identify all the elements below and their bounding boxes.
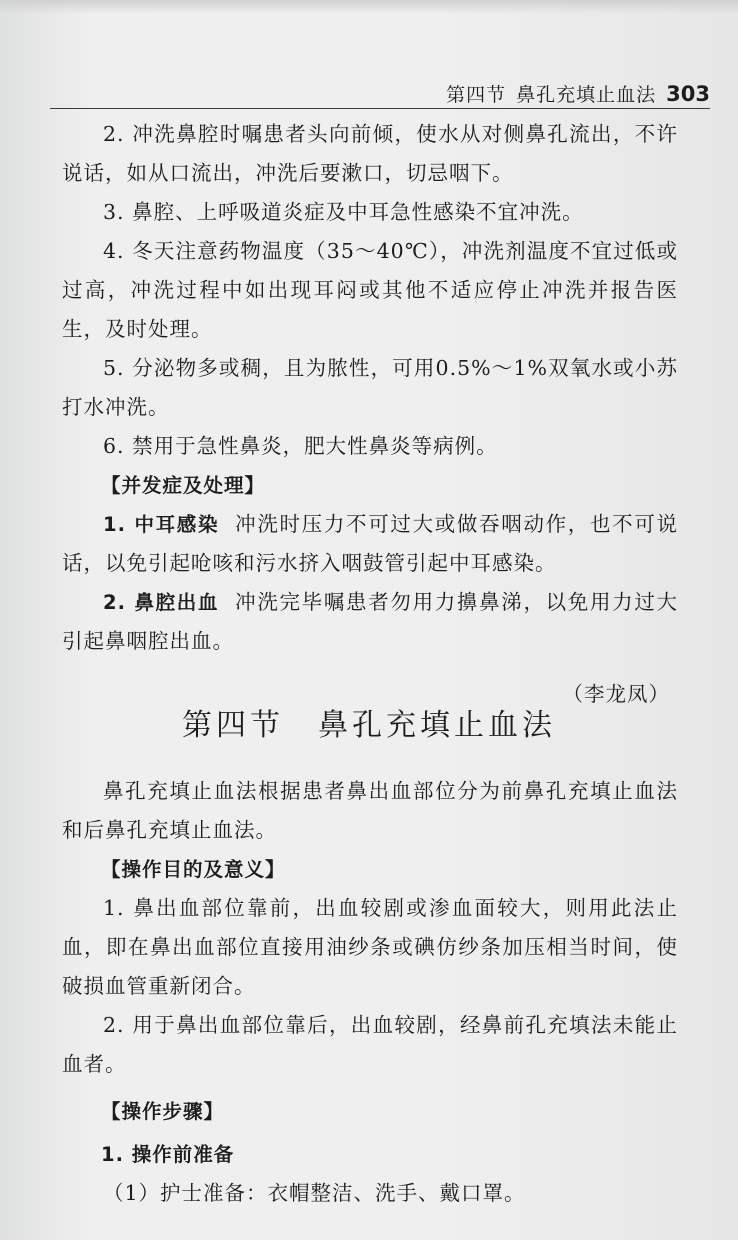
section-intro: 鼻孔充填止血法根据患者鼻出血部位分为前鼻孔充填止血法和后鼻孔充填止血法。 [62,779,678,842]
complication-term: 2. 鼻腔出血 [103,591,220,614]
complications-heading: 【并发症及处理】 [101,474,266,497]
complication-text: 冲洗完毕嘱患者勿用力擤鼻涕，以免用力过大引起鼻咽腔出血。 [62,590,679,653]
section-number: 第四节 [182,708,284,743]
complication-item [62,583,678,661]
purpose-item: 1. 鼻出血部位靠前，出血较剧或渗血面较大，则用此法止血，即在鼻出血部位直接用油纱条或碘仿纱条加压相当时间，使破损血管重新闭合。 [62,896,678,998]
running-head [446,80,710,107]
header-rule [50,108,710,109]
complication-term: 1. 中耳感染 [103,513,220,536]
steps-heading: 【操作步骤】 [101,1100,225,1123]
purpose-heading: 【操作目的及意义】 [101,858,286,881]
previous-section-text [62,115,678,714]
section-body-text [62,772,678,1213]
author-signature: （李龙凤） [562,682,670,706]
section-name: 鼻孔充填止血法 [318,708,556,743]
complication-text: 冲洗时压力不可过大或做吞咽动作，也不可说话，以免引起呛咳和污水挤入咽鼓管引起中耳感染。 [62,512,679,575]
note-item: 3. 鼻腔、上呼吸道炎症及中耳急性感染不宜冲洗。 [103,200,584,224]
steps-sub-heading: 1. 操作前准备 [101,1143,235,1166]
running-head-title: 鼻孔充填止血法 [516,84,657,106]
section-title [0,700,738,744]
note-item: 2. 冲洗鼻腔时嘱患者头向前倾，使水从对侧鼻孔流出，不许说话，如从口流出，冲洗后要漱口，切忌咽下。 [62,122,678,185]
note-item: 6. 禁用于急性鼻炎，肥大性鼻炎等病例。 [103,434,498,458]
page-number: 303 [666,82,710,106]
running-head-section: 第四节 [446,84,507,106]
page-top-shadow [0,0,738,14]
note-item: 4. 冬天注意药物温度（35～40℃），冲洗剂温度不宜过低或过高，冲洗过程中如出现耳闷或其他不适应停止冲洗并报告医生，及时处理。 [62,239,678,341]
step-item: （1）护士准备：衣帽整洁、洗手、戴口罩。 [103,1181,526,1205]
note-item: 5. 分泌物多或稠，且为脓性，可用0.5%～1%双氧水或小苏打水冲洗。 [62,356,678,419]
complication-item [62,505,678,583]
purpose-item: 2. 用于鼻出血部位靠后，出血较剧，经鼻前孔充填法未能止血者。 [62,1013,678,1076]
